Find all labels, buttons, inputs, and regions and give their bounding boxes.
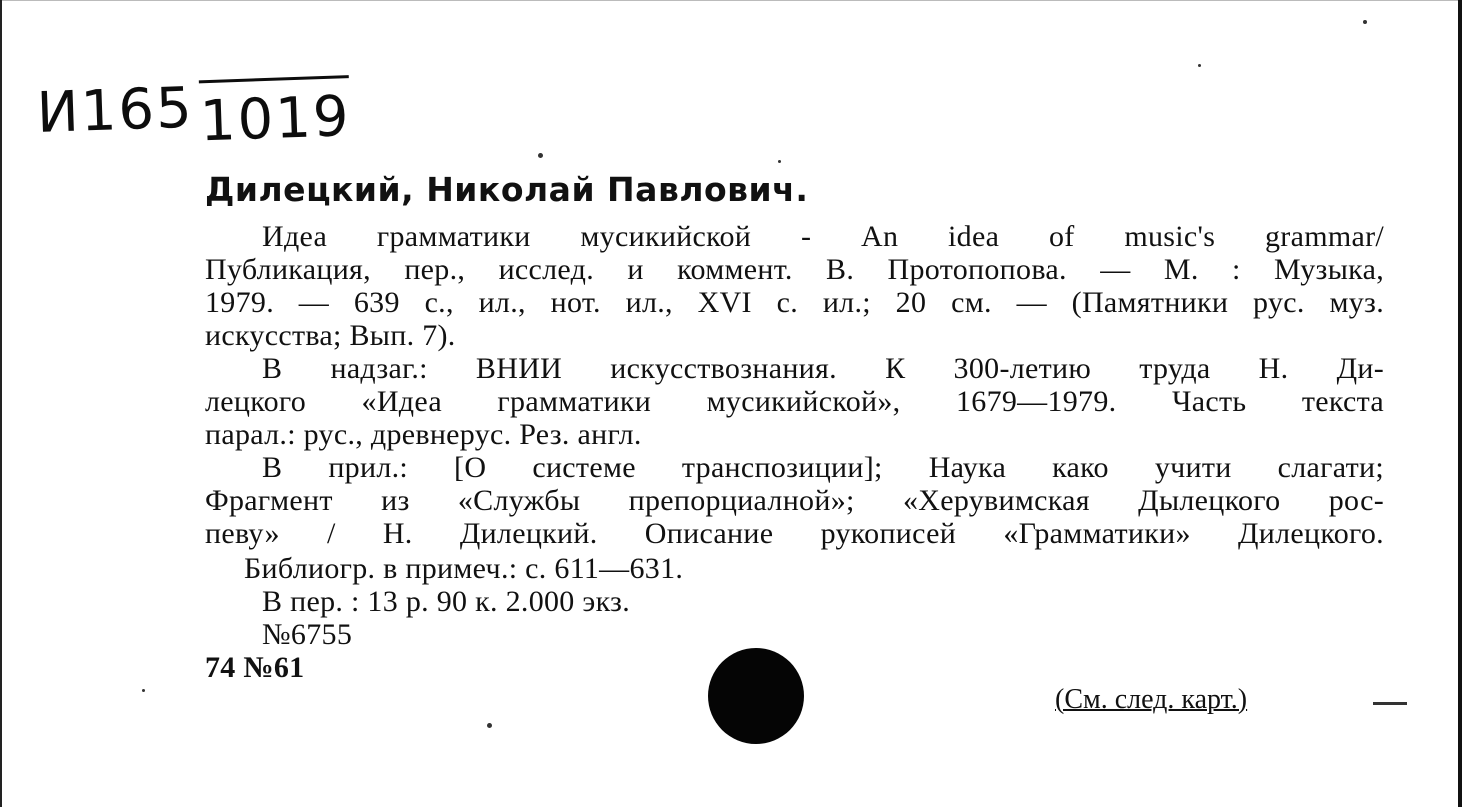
body-line: Идеа грамматики мусикийской - An idea of music's grammar/ — [262, 220, 1384, 253]
body-line: Публикация, пер., исслед. и коммент. В. Протопопова. — М. : Музыка, — [205, 253, 1384, 286]
card-top-edge — [0, 0, 1462, 1]
call-number — [35, 61, 352, 155]
body-line: В надзаг.: ВНИИ искусствознания. К 300-летию труда Н. Ди- — [262, 352, 1384, 385]
speck — [142, 689, 145, 692]
body-line: 1979. — 639 с., ил., нот. ил., XVI с. ил.; 20 см. — (Памятники рус. муз. — [205, 286, 1384, 319]
continuation-rule — [1373, 702, 1407, 705]
speck — [1198, 64, 1201, 67]
body-line: искусства; Вып. 7). — [205, 319, 456, 352]
call-number-part2: 1019 — [199, 75, 352, 154]
call-number-part1: И165 — [35, 75, 195, 146]
bibliography-line: Библиогр. в примеч.: с. 611—631. — [244, 552, 684, 585]
card-number-line: 74 №61 — [205, 651, 305, 684]
speck — [538, 153, 543, 158]
speck — [487, 723, 492, 728]
card-right-edge — [1458, 0, 1462, 807]
author-heading: Дилецкий, Николай Павлович. — [205, 170, 809, 209]
body-line: парал.: рус., древнерус. Рез. англ. — [205, 418, 642, 451]
speck — [1363, 20, 1367, 24]
card-left-edge — [0, 0, 2, 807]
body-line: певу» / Н. Дилецкий. Описание рукописей «Грамматики» Дилецкого. — [205, 517, 1384, 550]
body-line: В прил.: [О системе транспозиции]; Наука како учити слагати; — [262, 451, 1384, 484]
continuation-note: (См. след. карт.) — [1055, 684, 1248, 715]
price-line: В пер. : 13 р. 90 к. 2.000 экз. — [262, 585, 630, 618]
body-line: лецкого «Идеа грамматики мусикийской», 1679—1979. Часть текста — [205, 385, 1384, 418]
speck — [778, 160, 781, 163]
punch-hole — [708, 648, 804, 744]
number-line: №6755 — [262, 618, 353, 651]
body-line: Фрагмент из «Службы препорциалной»; «Херувимская Дылецкого рос- — [205, 484, 1384, 517]
